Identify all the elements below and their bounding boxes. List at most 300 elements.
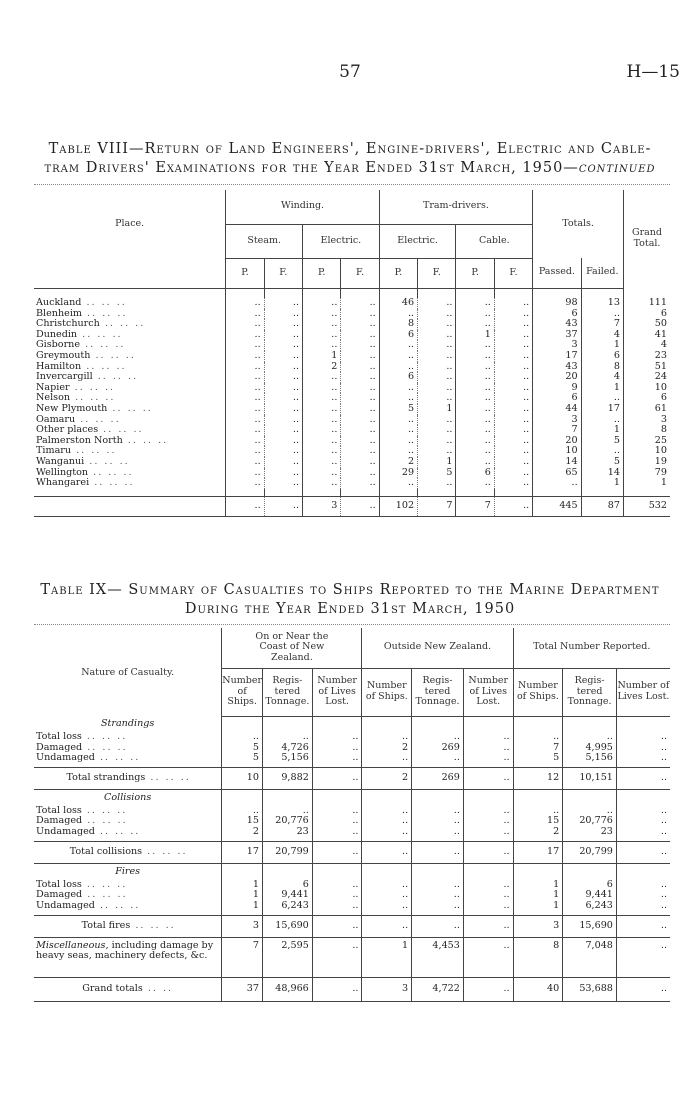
cell-passed: 65 <box>533 468 581 479</box>
cell-sf: .. <box>264 436 302 447</box>
casualty-label: Damaged <box>36 889 83 901</box>
cell-grand: 79 <box>624 468 670 479</box>
leader-dots: .. .. .. <box>81 360 127 372</box>
cell-d: .. <box>362 732 412 743</box>
cell-passed: 3 <box>533 415 581 426</box>
place-name: Oamaru <box>36 413 76 425</box>
misc-a: 7 <box>222 937 263 977</box>
cell-tef: .. <box>418 351 456 362</box>
place-name: Napier <box>36 381 70 393</box>
cell-c: .. <box>312 842 362 864</box>
cell-sp: .. <box>226 309 264 320</box>
cell-passed: 9 <box>533 383 581 394</box>
cell-cp: .. <box>456 446 494 457</box>
leader-dots: .. .. .. <box>75 413 121 425</box>
cell-f: .. <box>463 827 513 838</box>
cell-tef: .. <box>418 372 456 383</box>
cell-g: 2 <box>513 827 563 838</box>
leader-dots: .. .. .. <box>98 424 144 436</box>
cell-cp: .. <box>456 372 494 383</box>
cell-g: 7 <box>513 743 563 754</box>
cell-b: 15,690 <box>262 915 312 937</box>
cell-failed: 1 <box>581 340 623 351</box>
cell-cp: .. <box>456 362 494 373</box>
outside-tonnage-header: Regis-tered Tonnage. <box>412 668 464 716</box>
total-tep: 102 <box>379 497 417 517</box>
cell-passed: 6 <box>533 309 581 320</box>
cell-ef: .. <box>341 436 379 447</box>
cell-i: .. <box>616 806 670 817</box>
cell-i: .. <box>616 753 670 764</box>
leader-dots: .. .. .. <box>69 381 116 393</box>
cell-d: .. <box>362 901 412 912</box>
place-name: Auckland <box>36 297 82 308</box>
cell-g: .. <box>513 732 563 743</box>
cell-sp: .. <box>226 340 264 351</box>
misc-h: 7,048 <box>563 937 617 977</box>
cell-tep: .. <box>379 478 417 489</box>
casualty-label: Undamaged <box>36 752 95 764</box>
cell-tef: .. <box>418 330 456 341</box>
leader-dots: .. .. <box>142 983 174 995</box>
cell-tep: 6 <box>379 330 417 341</box>
cell-f: .. <box>463 816 513 827</box>
cell-c: .. <box>312 768 362 790</box>
cell-tep: .. <box>379 415 417 426</box>
cell-cp: .. <box>456 436 494 447</box>
cell-g: 15 <box>513 816 563 827</box>
table9 <box>34 628 670 1002</box>
cell-cp: .. <box>456 340 494 351</box>
leader-dots: .. .. .. <box>81 731 128 742</box>
cell-tep: .. <box>379 425 417 436</box>
section-heading: Collisions <box>104 791 152 803</box>
table9-title-line1: Table IX— Summary of Casualties to Ships Reported to the Marine Department <box>40 582 660 598</box>
cell-sf: .. <box>264 478 302 489</box>
cell-h: 9,441 <box>563 890 617 901</box>
outside-lives-header: Number of Lives Lost. <box>463 668 513 716</box>
place-name: Wellington <box>36 466 89 478</box>
cell-tef: .. <box>418 478 456 489</box>
cell-cf: .. <box>494 436 532 447</box>
cell-failed: 1 <box>581 478 623 489</box>
cell-h: 6,243 <box>563 901 617 912</box>
cell-failed: .. <box>581 415 623 426</box>
table8-title-line2 <box>30 159 670 178</box>
cell-sf: .. <box>264 372 302 383</box>
cell-sp: .. <box>226 383 264 394</box>
cell-failed: 17 <box>581 404 623 415</box>
cell-sp: .. <box>226 372 264 383</box>
cell-passed: 17 <box>533 351 581 362</box>
cell-b: 9,882 <box>262 768 312 790</box>
cell-ep: .. <box>303 478 341 489</box>
cell-failed: .. <box>581 309 623 320</box>
cell-cf: .. <box>494 468 532 479</box>
cell-tep: .. <box>379 309 417 320</box>
cell-ep: .. <box>303 404 341 415</box>
cell-tep: .. <box>379 362 417 373</box>
cell-c: .. <box>312 753 362 764</box>
steam-header: Steam. <box>226 224 303 258</box>
cell-passed: 20 <box>533 372 581 383</box>
cell-e: 269 <box>412 768 464 790</box>
cell-ef: .. <box>341 330 379 341</box>
section-total-row <box>34 768 670 790</box>
leader-dots: .. .. .. <box>82 815 128 827</box>
cell-grand: 23 <box>624 351 670 362</box>
cable-p-header: P. <box>456 258 494 288</box>
cell-sp: .. <box>226 319 264 330</box>
casualty-label: Damaged <box>36 815 83 827</box>
cell-ep: .. <box>303 383 341 394</box>
total-sp: .. <box>226 497 264 517</box>
misc-b: 2,595 <box>262 937 312 977</box>
cell-g: .. <box>513 806 563 817</box>
cell-c: .. <box>312 915 362 937</box>
grand-totals-row <box>34 977 670 1001</box>
cell-cp: 1 <box>456 330 494 341</box>
cell-grand: 25 <box>624 436 670 447</box>
table9-title <box>30 581 670 619</box>
cell-a: 17 <box>222 842 263 864</box>
cell-g: 1 <box>513 901 563 912</box>
cell-failed: .. <box>581 393 623 404</box>
cell-passed: 3 <box>533 340 581 351</box>
cell-c: .. <box>312 806 362 817</box>
section-total-row <box>34 842 670 864</box>
cell-tep: .. <box>379 351 417 362</box>
cell-a: .. <box>222 732 263 743</box>
cell-e: .. <box>412 827 464 838</box>
cell-grand: 10 <box>624 446 670 457</box>
cell-sf: .. <box>264 415 302 426</box>
cell-b: 4,726 <box>262 743 312 754</box>
cell-cf: .. <box>494 415 532 426</box>
cell-h: 23 <box>563 827 617 838</box>
cell-tep: .. <box>379 340 417 351</box>
cell-cp: .. <box>456 298 494 309</box>
cell-ef: .. <box>341 404 379 415</box>
cell-cf: .. <box>494 372 532 383</box>
cell-d: 2 <box>362 743 412 754</box>
cell-a: 5 <box>222 743 263 754</box>
cell-h: 5,156 <box>563 753 617 764</box>
cell-tef: .. <box>418 436 456 447</box>
outside-ships-header: Number of Ships. <box>362 668 412 716</box>
casualty-label: Total loss <box>36 731 82 742</box>
table8-title-continued: continued <box>578 160 656 176</box>
cell-f: .. <box>463 743 513 754</box>
cell-passed: 98 <box>533 298 581 309</box>
place-name: Wanganui <box>36 455 85 467</box>
cell-c: .. <box>312 743 362 754</box>
cell-c: .. <box>312 732 362 743</box>
cell-cf: .. <box>494 298 532 309</box>
cell-tef: 5 <box>418 468 456 479</box>
grand-b: 48,966 <box>262 977 312 1001</box>
cell-tef: .. <box>418 446 456 457</box>
passed-header: Passed. <box>533 258 581 288</box>
cell-sf: .. <box>264 383 302 394</box>
cell-i: .. <box>616 901 670 912</box>
coast-ships-header: Number of Ships. <box>222 668 263 716</box>
cell-cf: .. <box>494 330 532 341</box>
cell-grand: 1 <box>624 478 670 489</box>
cell-e: .. <box>412 732 464 743</box>
casualty-row <box>34 753 670 764</box>
misc-row <box>34 937 670 977</box>
cell-tef: .. <box>418 415 456 426</box>
cell-e: 269 <box>412 743 464 754</box>
leader-dots: .. .. .. <box>99 318 146 330</box>
cell-ep: .. <box>303 330 341 341</box>
leader-dots: .. .. .. <box>92 371 139 383</box>
cell-ep: 2 <box>303 362 341 373</box>
cell-cf: .. <box>494 404 532 415</box>
cell-failed: 14 <box>581 468 623 479</box>
cell-d: .. <box>362 753 412 764</box>
cell-sp: .. <box>226 446 264 457</box>
outside-header: Outside New Zealand. <box>362 628 513 668</box>
cell-a: 2 <box>222 827 263 838</box>
cell-a: 3 <box>222 915 263 937</box>
table8-row <box>34 478 670 489</box>
cell-cp: .. <box>456 309 494 320</box>
table8-row <box>34 404 670 415</box>
cell-cp: .. <box>456 351 494 362</box>
cell-f: .. <box>463 753 513 764</box>
leader-dots: .. .. .. <box>81 878 128 890</box>
cell-ef: .. <box>341 298 379 309</box>
misc-d: 1 <box>362 937 412 977</box>
leader-dots: .. .. .. <box>80 339 126 351</box>
misc-f: .. <box>463 937 513 977</box>
cell-tep: 8 <box>379 319 417 330</box>
cell-tep: .. <box>379 436 417 447</box>
cell-tef: .. <box>418 393 456 404</box>
total-sf: .. <box>264 497 302 517</box>
cell-b: 20,776 <box>262 816 312 827</box>
leader-dots: .. .. .. <box>81 804 128 816</box>
grand-g: 40 <box>513 977 563 1001</box>
misc-c: .. <box>312 937 362 977</box>
coast-header: On or Near the Coast of New Zealand. <box>222 628 362 668</box>
col-nature-header: Nature of Casualty. <box>81 667 175 678</box>
telectric-f-header: F. <box>418 258 456 288</box>
grand-f: .. <box>463 977 513 1001</box>
cell-h: 6 <box>563 880 617 891</box>
cell-tef: .. <box>418 383 456 394</box>
cell-failed: 1 <box>581 383 623 394</box>
total-ships-header: Number of Ships. <box>513 668 563 716</box>
cell-c: .. <box>312 901 362 912</box>
welectric-f-header: F. <box>341 258 379 288</box>
tram-drivers-header: Tram-drivers. <box>379 190 532 224</box>
cell-sp: .. <box>226 457 264 468</box>
failed-header: Failed. <box>581 258 623 288</box>
cell-a: 1 <box>222 901 263 912</box>
place-name: Dunedin <box>36 328 78 340</box>
misc-label-rest: including damage by heavy seas, machinery defects, &c. <box>36 939 214 962</box>
cell-h: .. <box>563 806 617 817</box>
cell-cf: .. <box>494 393 532 404</box>
cable-f-header: F. <box>494 258 532 288</box>
total-tonnage-header: Regis-tered Tonnage. <box>563 668 617 716</box>
cell-ef: .. <box>341 340 379 351</box>
cell-passed: 37 <box>533 330 581 341</box>
cell-f: .. <box>463 880 513 891</box>
total-reported-header: Total Number Reported. <box>513 628 670 668</box>
cell-ef: .. <box>341 309 379 320</box>
cell-tep: 5 <box>379 404 417 415</box>
cell-grand: 19 <box>624 457 670 468</box>
col-place-header: Place. <box>115 217 145 229</box>
cell-cf: .. <box>494 319 532 330</box>
cell-failed: 5 <box>581 436 623 447</box>
casualty-row <box>34 732 670 743</box>
cell-failed: 13 <box>581 298 623 309</box>
cell-grand: 50 <box>624 319 670 330</box>
cell-d: .. <box>362 827 412 838</box>
cell-cf: .. <box>494 340 532 351</box>
table8-title-line1: Table VIII—Return of Land Engineers', Engine-drivers', Electric and Cable- <box>48 141 652 157</box>
cell-h: 20,776 <box>563 816 617 827</box>
cell-d: 2 <box>362 768 412 790</box>
cell-grand: 3 <box>624 415 670 426</box>
cell-g: 12 <box>513 768 563 790</box>
cell-grand: 41 <box>624 330 670 341</box>
cell-d: .. <box>362 880 412 891</box>
misc-i: .. <box>616 937 670 977</box>
total-tef: 7 <box>418 497 456 517</box>
cell-tep: .. <box>379 383 417 394</box>
cell-i: .. <box>616 827 670 838</box>
cell-passed: 43 <box>533 362 581 373</box>
cell-sp: .. <box>226 393 264 404</box>
cell-cp: .. <box>456 457 494 468</box>
place-name: Timaru <box>36 445 72 457</box>
leader-dots: .. .. .. <box>145 772 191 784</box>
cell-ef: .. <box>341 457 379 468</box>
cell-h: .. <box>563 732 617 743</box>
cell-tep: .. <box>379 393 417 404</box>
cell-tef: .. <box>418 298 456 309</box>
cell-cp: .. <box>456 404 494 415</box>
section-heading: Strandings <box>100 717 155 729</box>
cell-cf: .. <box>494 478 532 489</box>
total-cf: .. <box>494 497 532 517</box>
table8-totals-row <box>34 497 670 517</box>
cell-h: 10,151 <box>563 768 617 790</box>
leader-dots: .. .. .. <box>71 445 117 457</box>
cell-grand: 6 <box>624 393 670 404</box>
table8-row <box>34 298 670 309</box>
cell-f: .. <box>463 901 513 912</box>
place-name: Nelson <box>36 392 71 404</box>
cell-d: .. <box>362 890 412 901</box>
cell-sf: .. <box>264 425 302 436</box>
cell-grand: 61 <box>624 404 670 415</box>
place-name: Blenheim <box>36 307 82 319</box>
casualty-label: Undamaged <box>36 825 95 837</box>
page-number: 57 <box>339 62 361 82</box>
cell-tep: 2 <box>379 457 417 468</box>
cell-sf: .. <box>264 330 302 341</box>
cell-ef: .. <box>341 362 379 373</box>
cell-passed: 6 <box>533 393 581 404</box>
cell-i: .. <box>616 732 670 743</box>
cell-ef: .. <box>341 393 379 404</box>
cell-b: 5,156 <box>262 753 312 764</box>
cell-passed: .. <box>533 478 581 489</box>
cell-sp: .. <box>226 425 264 436</box>
cell-sf: .. <box>264 404 302 415</box>
casualty-row <box>34 827 670 838</box>
place-name: Invercargill <box>36 371 93 383</box>
leader-dots: .. .. .. <box>84 455 130 467</box>
cell-grand: 6 <box>624 309 670 320</box>
cell-failed: 4 <box>581 372 623 383</box>
cell-sf: .. <box>264 446 302 457</box>
tram-electric-header: Electric. <box>379 224 456 258</box>
cell-h: 20,799 <box>563 842 617 864</box>
cell-cf: .. <box>494 446 532 457</box>
cell-e: .. <box>412 890 464 901</box>
cell-h: 4,995 <box>563 743 617 754</box>
cell-c: .. <box>312 880 362 891</box>
cell-tef: .. <box>418 309 456 320</box>
cell-failed: 7 <box>581 319 623 330</box>
cell-ef: .. <box>341 415 379 426</box>
cell-sp: .. <box>226 298 264 309</box>
cell-passed: 7 <box>533 425 581 436</box>
cell-f: .. <box>463 732 513 743</box>
coast-tonnage-header: Regis-tered Tonnage. <box>262 668 312 716</box>
casualty-label: Damaged <box>36 741 83 753</box>
cell-f: .. <box>463 806 513 817</box>
misc-g: 8 <box>513 937 563 977</box>
cell-e: .. <box>412 880 464 891</box>
cell-sf: .. <box>264 393 302 404</box>
place-name: New Plymouth <box>36 402 108 414</box>
cell-sf: .. <box>264 309 302 320</box>
cell-cp: .. <box>456 319 494 330</box>
cell-tep: .. <box>379 446 417 457</box>
total-ep: 3 <box>303 497 341 517</box>
cell-tef: .. <box>418 362 456 373</box>
section-heading-row <box>34 790 670 806</box>
section-heading: Fires <box>115 865 141 877</box>
cell-a: 1 <box>222 880 263 891</box>
cell-passed: 43 <box>533 319 581 330</box>
cell-tep: 46 <box>379 298 417 309</box>
cell-grand: 51 <box>624 362 670 373</box>
steam-f-header: F. <box>264 258 302 288</box>
place-name: Whangarei <box>36 477 90 489</box>
cell-sp: .. <box>226 415 264 426</box>
cell-sf: .. <box>264 468 302 479</box>
cell-i: .. <box>616 816 670 827</box>
cell-sp: .. <box>226 330 264 341</box>
grand-a: 37 <box>222 977 263 1001</box>
cell-g: 17 <box>513 842 563 864</box>
cell-a: 1 <box>222 890 263 901</box>
cell-ep: .. <box>303 319 341 330</box>
cell-e: .. <box>412 753 464 764</box>
cell-tef: 1 <box>418 404 456 415</box>
cell-ef: .. <box>341 351 379 362</box>
